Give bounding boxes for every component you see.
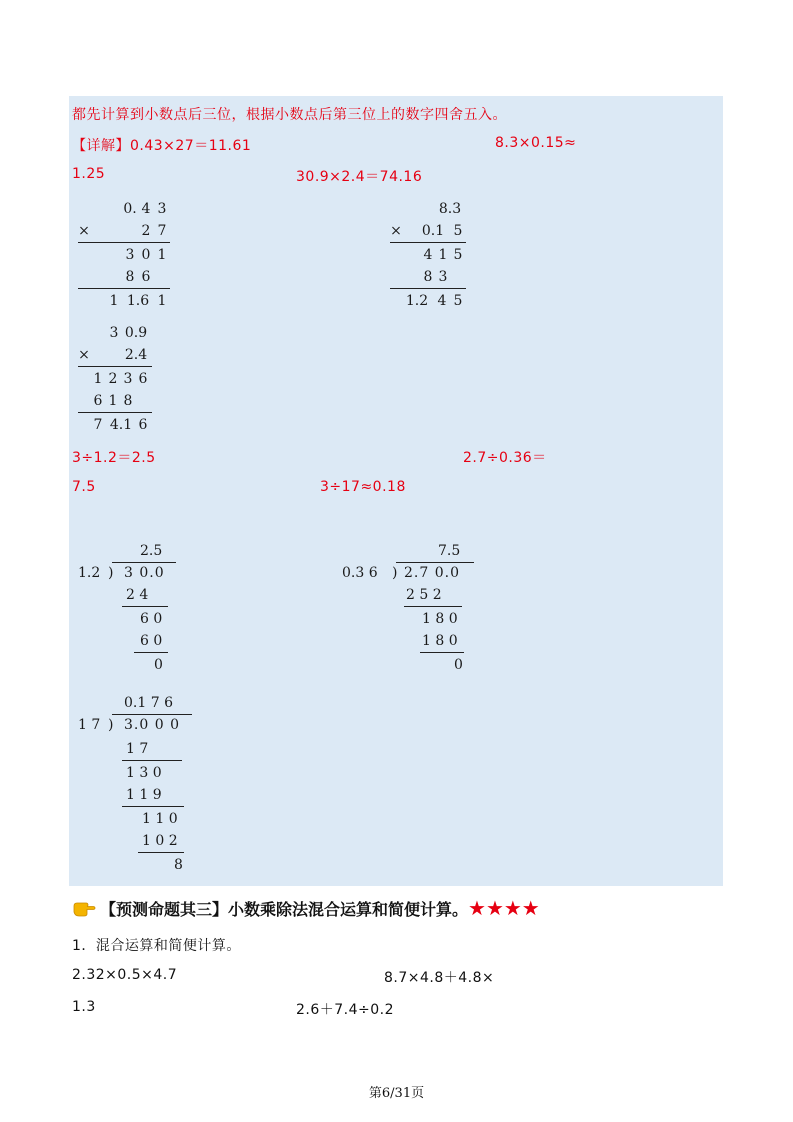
question-1-title: 1．混合运算和简便计算。 — [72, 938, 241, 954]
digit: 6 — [138, 371, 148, 387]
expr-2-7-div: 2.7÷0.36＝ — [463, 450, 547, 466]
mult1-row-4 — [78, 266, 178, 288]
rule — [122, 806, 184, 807]
section-heading-text: 【预测命题其三】小数乘除法混合运算和简便计算。 — [100, 900, 469, 919]
digit: 0 — [141, 247, 151, 263]
div3-quotient: 0.1 7 6 — [124, 695, 173, 711]
rule — [404, 606, 462, 607]
digit: 6 — [93, 393, 103, 409]
mult2-row-3 — [390, 244, 480, 266]
digit: 1 — [438, 247, 448, 263]
digit: 6 — [141, 269, 151, 285]
rule — [134, 652, 168, 653]
long-division-1 — [78, 540, 188, 680]
vertical-mult-3 — [78, 322, 168, 442]
rule — [122, 606, 168, 607]
digit: 7 — [93, 417, 103, 433]
div2-step-1: 2 5 2 — [406, 587, 442, 603]
div1-divisor: 1.2 — [78, 565, 101, 581]
div1-step-2: 6 0 — [140, 611, 163, 627]
div2-step-2: 1 8 0 — [422, 611, 458, 627]
division-bracket: ) — [108, 717, 114, 733]
digit: 1 — [109, 293, 119, 309]
digit: 1 — [108, 393, 118, 409]
div2-step-4: 0 — [454, 657, 463, 673]
mult2-row-1 — [390, 198, 480, 220]
times-sign: × — [78, 223, 90, 239]
detail-tag: 【详解】 — [72, 138, 130, 154]
div3-step-4: 1 1 0 — [142, 811, 178, 827]
answer-1-25: 1.25 — [72, 166, 106, 182]
mult2-row-4 — [390, 266, 480, 288]
digit: 8 — [423, 269, 433, 285]
detail-label — [72, 135, 251, 155]
digit: 2 — [108, 371, 118, 387]
times-sign: × — [390, 223, 402, 239]
digit: 2 — [141, 223, 151, 239]
div2-dividend: 2.7 0.0 — [404, 565, 460, 581]
rule — [420, 652, 464, 653]
div2-step-3: 1 8 0 — [422, 633, 458, 649]
digit: 8.3 — [438, 201, 462, 217]
digit: 3 — [157, 201, 167, 217]
digit: 1.6 — [126, 293, 150, 309]
digit: 2.4 — [124, 347, 148, 363]
digit: 4.1 — [109, 417, 133, 433]
digit: 8 — [123, 393, 133, 409]
mult1-row-5 — [78, 290, 178, 312]
vertical-mult-1 — [78, 198, 178, 318]
expr-3-div-17: 3÷17≈0.18 — [320, 479, 406, 495]
digit: 4 — [423, 247, 433, 263]
page-number: 第6/31页 — [368, 1086, 425, 1101]
div2-divisor: 0.3 6 — [342, 565, 378, 581]
detail-expr-2: 8.3×0.15≈ — [495, 135, 577, 151]
digit: 8 — [125, 269, 135, 285]
long-division-2 — [342, 540, 482, 680]
div1-step-1: 2 4 — [126, 587, 149, 603]
digit: 1 — [157, 293, 167, 309]
digit: 1 — [157, 247, 167, 263]
question-1-expr-d: 2.6＋7.4÷0.2 — [296, 1002, 395, 1018]
digit: 0.1 — [421, 223, 445, 239]
long-division-3 — [78, 692, 198, 882]
div3-dividend: 3.0 0 0 — [124, 717, 180, 733]
division-bracket: ) — [108, 565, 114, 581]
digit: 7 — [157, 223, 167, 239]
vertical-mult-2 — [390, 198, 480, 318]
mult3-row-1 — [78, 322, 168, 344]
digit: 0. — [123, 201, 137, 217]
mult3-row-3 — [78, 368, 168, 390]
division-bracket: ) — [392, 565, 398, 581]
mult2-row-5 — [390, 290, 480, 312]
div1-quotient: 2.5 — [140, 543, 163, 559]
rule — [138, 852, 184, 853]
mult3-row-5 — [78, 414, 168, 436]
digit: 6 — [138, 417, 148, 433]
digit: 4 — [141, 201, 151, 217]
expr-30-9-times: 30.9×2.4＝74.16 — [296, 169, 423, 185]
rule — [390, 242, 466, 243]
expr-3-div-1-2: 3÷1.2＝2.5 — [72, 450, 156, 466]
div3-step-1: 1 7 — [126, 741, 149, 757]
div2-quotient: 7.5 — [438, 543, 461, 559]
mult1-row-1 — [78, 198, 178, 220]
question-1-expr-a: 2.32×0.5×4.7 — [72, 967, 178, 983]
question-1-expr-c: 1.3 — [72, 999, 96, 1015]
detail-expr-1: 0.43×27＝11.61 — [130, 138, 252, 154]
div1-step-4: 0 — [154, 657, 163, 673]
digit: 3 — [438, 269, 448, 285]
answer-7-5: 7.5 — [72, 479, 96, 495]
div3-divisor: 1 7 — [78, 717, 101, 733]
digit: 1.2 — [405, 293, 429, 309]
rule — [78, 366, 152, 367]
digit: 1 — [93, 371, 103, 387]
intro-line: 都先计算到小数点后三位，根据小数点后第三位上的数字四舍五入。 — [72, 107, 507, 123]
pointing-hand-icon — [72, 897, 96, 917]
digit: 5 — [453, 223, 463, 239]
digit: 3 — [125, 247, 135, 263]
section-heading — [100, 896, 540, 920]
mult3-row-4 — [78, 390, 168, 412]
mult2-row-2 — [390, 220, 480, 242]
digit: 0.9 — [124, 325, 148, 341]
rule — [78, 412, 152, 413]
div1-step-3: 6 0 — [140, 633, 163, 649]
rule — [78, 242, 170, 243]
rule — [390, 288, 466, 289]
digit: 5 — [453, 247, 463, 263]
difficulty-stars-icon: ★★★★ — [468, 896, 540, 920]
div3-step-6: 8 — [174, 857, 183, 873]
rule — [122, 760, 182, 761]
div3-step-2: 1 3 0 — [126, 765, 162, 781]
mult1-row-3 — [78, 244, 178, 266]
div3-step-5: 1 0 2 — [142, 833, 178, 849]
digit: 5 — [453, 293, 463, 309]
mult1-row-2 — [78, 220, 178, 242]
div1-dividend: 3 0.0 — [124, 565, 165, 581]
rule — [78, 288, 170, 289]
question-1-expr-b: 8.7×4.8＋4.8× — [384, 970, 495, 986]
digit: 3 — [123, 371, 133, 387]
digit: 4 — [437, 293, 447, 309]
div3-step-3: 1 1 9 — [126, 787, 162, 803]
mult3-row-2 — [78, 344, 168, 366]
times-sign: × — [78, 347, 90, 363]
digit: 3 — [109, 325, 119, 341]
